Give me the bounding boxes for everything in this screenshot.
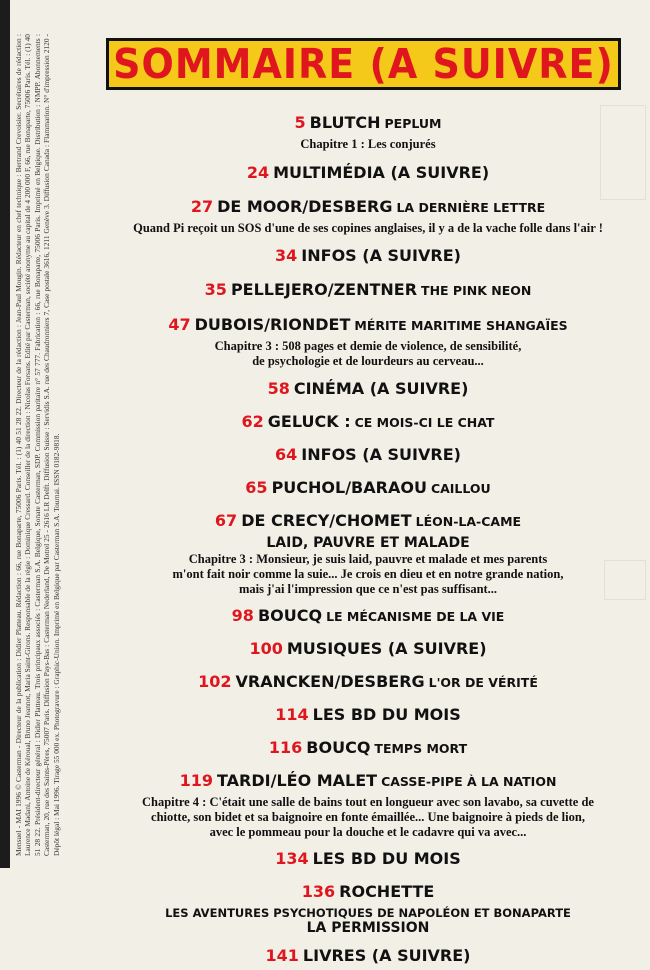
toc-entry xyxy=(96,508,640,597)
entry-author: DUBOIS/RIONDET xyxy=(194,315,351,334)
entry-author: INFOS (A SUIVRE) xyxy=(301,246,461,265)
entry-author: BOUCQ xyxy=(257,606,323,625)
entry-description: Chapitre 4 : C'était une salle de bains tout en longueur avec son lavabo, sa cuvette de xyxy=(142,795,594,809)
entry-description: Chapitre 3 : 508 pages et demie de violence, de sensibilité, xyxy=(214,339,522,353)
entry-author: MUSIQUES (A SUIVRE) xyxy=(286,639,487,658)
toc-entry xyxy=(96,409,640,436)
toc-entry xyxy=(96,160,640,187)
page-title: SOMMAIRE (A SUIVRE) xyxy=(113,40,614,88)
page-number: 114 xyxy=(275,705,309,724)
toc-entry xyxy=(96,442,640,469)
entry-title: MÉRITE MARITIME SHANGAÏES xyxy=(354,318,568,333)
page-number: 27 xyxy=(190,197,214,216)
toc-entry-heading xyxy=(96,603,640,630)
page-number: 119 xyxy=(179,771,213,790)
toc-entry xyxy=(96,636,640,663)
entry-title: LA DERNIÈRE LETTRE xyxy=(396,200,546,215)
toc-entry xyxy=(96,735,640,762)
entry-description: mais j'ai l'impression que ce n'est pas suffisant... xyxy=(238,582,498,596)
toc-entry-heading xyxy=(96,312,640,339)
entry-author: PELLEJERO/ZENTNER xyxy=(230,280,418,299)
entry-title: CASSE-PIPE À LA NATION xyxy=(381,774,557,789)
entry-title-second-line: LAID, PAUVRE ET MALADE xyxy=(266,535,470,551)
entry-author: BLUTCH xyxy=(309,113,381,132)
entry-description: Chapitre 1 : Les conjurés xyxy=(300,137,436,151)
page-number: 34 xyxy=(275,246,298,265)
toc-entry-heading xyxy=(96,243,640,270)
toc-entry-heading xyxy=(96,879,640,906)
page-number: 136 xyxy=(301,882,336,901)
entry-author: GELUCK : xyxy=(267,412,351,431)
toc-entry-heading xyxy=(96,636,640,663)
toc-entry xyxy=(96,943,640,970)
entry-title-second-line: LA PERMISSION xyxy=(306,920,430,936)
toc-entry-heading xyxy=(96,475,640,502)
entry-title: L'OR DE VÉRITÉ xyxy=(428,675,538,690)
entry-title: LÉON-LA-CAME xyxy=(415,514,522,529)
entry-author: DE CRECY/CHOMET xyxy=(241,511,412,530)
entry-description: m'ont fait noir comme la suie... Je crois en dieu et en notre grande nation, xyxy=(172,567,564,581)
toc-entry-heading xyxy=(96,376,640,403)
entry-author: DE MOOR/DESBERG xyxy=(217,197,393,216)
title-banner xyxy=(106,38,621,90)
toc-entry-heading xyxy=(96,160,640,187)
page-number: 5 xyxy=(294,113,306,132)
toc-entry xyxy=(96,110,640,152)
toc-entry-heading xyxy=(96,508,640,535)
page-number: 98 xyxy=(231,606,254,625)
toc-entry xyxy=(96,603,640,630)
toc-entry xyxy=(96,702,640,729)
entry-description: Quand Pi reçoit un SOS d'une de ses copines anglaises, il y a de la vache folle dans l'air ! xyxy=(133,221,603,235)
entry-author: INFOS (A SUIVRE) xyxy=(301,445,461,464)
page-edge xyxy=(0,0,10,868)
page-number: 47 xyxy=(168,315,191,334)
entry-description: de psychologie et de lourdeurs au cerveau... xyxy=(252,354,484,368)
entry-author: ROCHETTE xyxy=(339,882,435,901)
entry-title: PEPLUM xyxy=(384,116,442,131)
page-number: 35 xyxy=(204,280,227,299)
page-number: 141 xyxy=(265,946,299,965)
page-number: 24 xyxy=(246,163,270,182)
toc-entry-heading xyxy=(96,409,640,436)
toc-entry xyxy=(96,312,640,369)
toc-entry-heading xyxy=(96,194,640,221)
page-number: 62 xyxy=(241,412,264,431)
toc-entry xyxy=(96,277,640,304)
toc-entry xyxy=(96,669,640,696)
toc-entry-heading xyxy=(96,943,640,970)
entry-series: LES AVENTURES PSYCHOTIQUES DE NAPOLÉON ET BONAPARTE xyxy=(165,906,571,920)
toc-entry-heading xyxy=(96,735,640,762)
entry-author: TARDI/LÉO MALET xyxy=(216,771,378,790)
toc-entry-heading xyxy=(96,846,640,873)
toc-entry-heading xyxy=(96,669,640,696)
entry-author: LES BD DU MOIS xyxy=(312,849,461,868)
entry-title: CE MOIS-CI LE CHAT xyxy=(354,415,495,430)
page-number: 100 xyxy=(249,639,283,658)
entry-title: THE PINK NEON xyxy=(421,283,532,298)
page-number: 58 xyxy=(267,379,290,398)
page-number: 134 xyxy=(275,849,309,868)
toc-entry xyxy=(96,879,640,937)
toc-entry xyxy=(96,846,640,873)
entry-author: LIVRES (A SUIVRE) xyxy=(302,946,471,965)
entry-description: chiotte, son bidet et sa baignoire en fonte émaillée... Une baignoire à pieds de lion, xyxy=(151,810,585,824)
toc-entry xyxy=(96,376,640,403)
entry-author: LES BD DU MOIS xyxy=(312,705,461,724)
entry-title: CAILLOU xyxy=(430,481,491,496)
page-number: 67 xyxy=(214,511,238,530)
table-of-contents xyxy=(96,110,640,970)
toc-entry xyxy=(96,475,640,502)
page-number: 102 xyxy=(198,672,232,691)
page-number: 65 xyxy=(245,478,268,497)
toc-entry-heading xyxy=(96,277,640,304)
entry-description: Chapitre 3 : Monsieur, je suis laid, pauvre et malade et mes parents xyxy=(188,552,548,566)
entry-title: LE MÉCANISME DE LA VIE xyxy=(326,609,505,624)
toc-entry-heading xyxy=(96,768,640,795)
entry-description: avec le pommeau pour la douche et le cadavre qui va avec... xyxy=(209,825,527,839)
toc-entry xyxy=(96,768,640,840)
toc-entry xyxy=(96,194,640,236)
toc-entry xyxy=(96,243,640,270)
toc-entry-heading xyxy=(96,702,640,729)
page-number: 116 xyxy=(268,738,303,757)
entry-author: BOUCQ xyxy=(306,738,371,757)
entry-author: CINÉMA (A SUIVRE) xyxy=(293,379,469,398)
entry-title: TEMPS MORT xyxy=(374,741,468,756)
page-number: 64 xyxy=(275,445,298,464)
credits-strip xyxy=(12,30,90,860)
toc-entry-heading xyxy=(96,442,640,469)
credits-text: Mensuel - MAI 1996 © Casterman - Directeur de la publication : Didier Platteau. Rédaction : 66, rue Bonaparte, 75006 Paris. Tél. : (1) 40 51 28 22. Directeur de la rédaction : Jean-Paul Mougin. Rédacteur en chef technique : Bertrand Crevoisier. Secrétaires de rédaction : Laurence Madani, Antoine de Kéroual, Bruno Jeannot, Maria Saint-Girons. Responsable de la régie : Dominique Cressard. Conseiller de la direction : Nicolas Forsans. Edité par Casterman, société anonyme au capital de 4 200 000 F, 66, rue Bonaparte, 75006 Paris. Tél. : (1) 40 51 28 22. Président-directeur général : Didier Platteau. Trois principaux associés : Casterman S.A. Belgique, Sonate Casterman, SDP. Commission paritaire n° 57 777. Fabrication : 66, rue Bonaparte, 75006 Paris. Imprimé en Belgique. Distribution : NMPP. Abonnements : Casterman, 20, rue des Saints-Pères, 75007 Paris. Diffusion Pays-Bas : Casterman Nederland, De Motrel 25 - 2616 LR Delft. Diffusion Suisse : Servidis S.A. rue des Chaudronniers 7, Case postale 3616, 1211 Genève 3. Diffusion Canada : Flammarion. N° d'impression 2120 - Dépôt légal : Mai 1996. Tirage 55 000 ex. Photogravure : Graphic-Union. Imprimé en Belgique par Casterman S.A. Tournai. ISSN 0182-9818. xyxy=(14,34,61,856)
entry-author: VRANCKEN/DESBERG xyxy=(235,672,425,691)
entry-author: MULTIMÉDIA (A SUIVRE) xyxy=(273,163,490,182)
entry-author: PUCHOL/BARAOU xyxy=(271,478,427,497)
toc-entry-heading xyxy=(96,110,640,137)
